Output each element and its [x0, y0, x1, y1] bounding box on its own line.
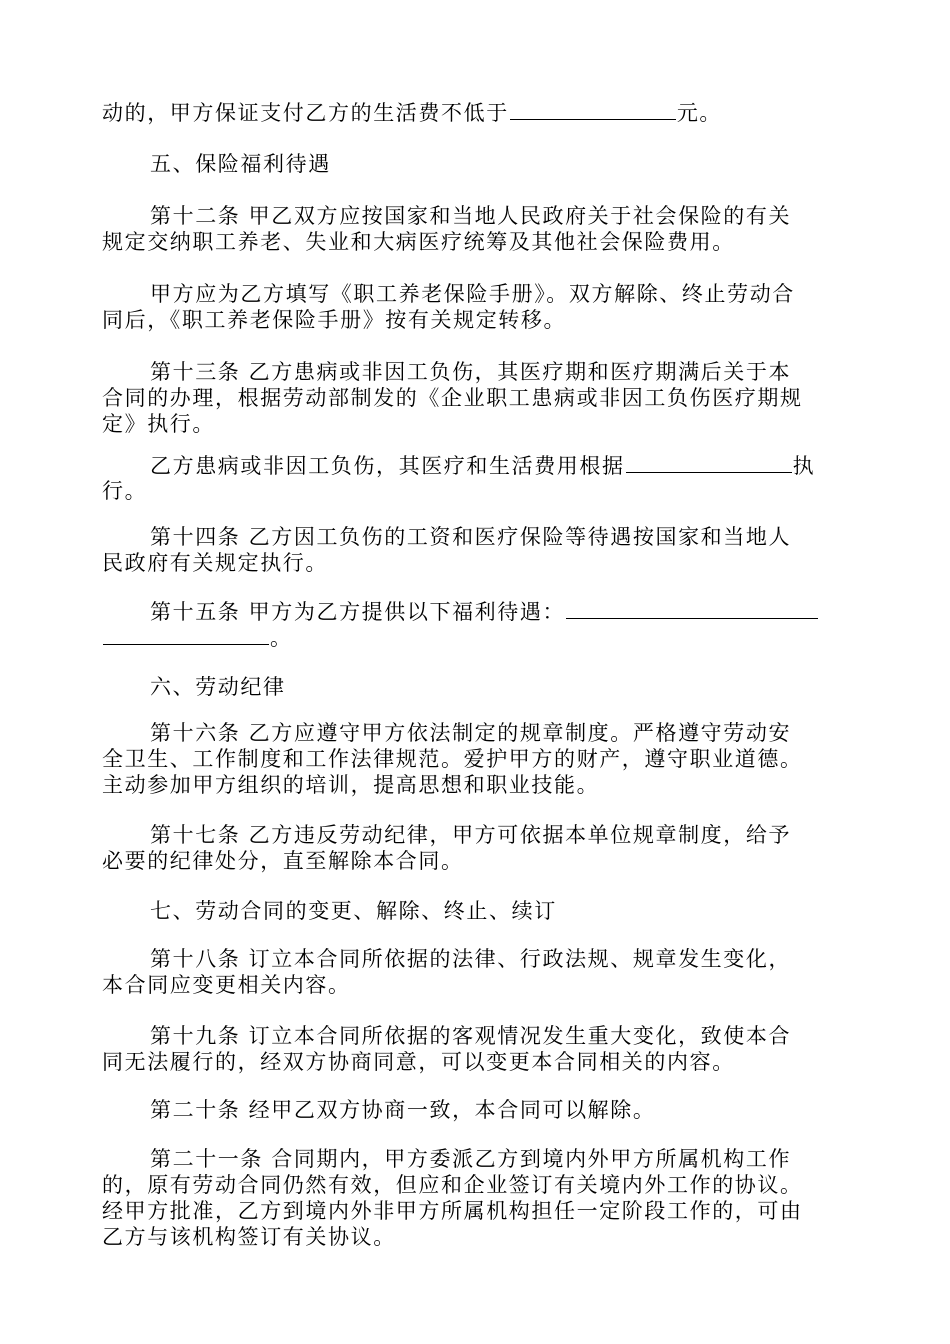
paragraph-living-allowance [102, 99, 852, 125]
fill-in-blank[interactable] [103, 624, 269, 645]
paragraph-pension-handbook: 甲方应为乙方填写《职工养老保险手册》。双方解除、终止劳动合 同后，《职工养老保险手册》按有关规定转移。 [102, 282, 795, 332]
paragraph-medical-costs: 乙方患病或非因工负伤，其医疗和生活费用根据 执 行。 [102, 452, 852, 504]
section-heading-discipline: 六、劳动纪律 [150, 675, 286, 699]
article-16: 第十六条 乙方应遵守甲方依法制定的规章制度。严格遵守劳动安 全卫生、工作制度和工作法律规范。爱护甲方的财产，遵守职业道德。 主动参加甲方组织的培训，提高思想和职业技能。 [102, 721, 803, 797]
section-heading-contract-changes: 七、劳动合同的变更、解除、终止、续订 [150, 899, 557, 923]
fill-in-blank[interactable] [566, 598, 818, 619]
article-17: 第十七条 乙方违反劳动纪律，甲方可依据本单位规章制度，给予 必要的纪律处分，直至解除本合同。 [102, 823, 792, 873]
article-15 [102, 598, 852, 650]
text-line: 乙方患病或非因工负伤，其医疗和生活费用根据 执 [150, 454, 816, 478]
article-19: 第十九条 订立本合同所依据的客观情况发生重大变化，致使本合 同无法履行的，经双方协商同意，可以变更本合同相关的内容。 [102, 1024, 792, 1074]
text-line: 动的，甲方保证支付乙方的生活费不低于 元。 [102, 101, 723, 125]
article-21: 第二十一条 合同期内，甲方委派乙方到境内外甲方所属机构工作 的，原有劳动合同仍然有效，但应和企业签订有关境内外工作的协议。 经甲方批准，乙方到境内外非甲方所属机构担任一定阶段工作的，可由 乙方与该机构签订有关协议。 [102, 1147, 803, 1249]
article-13: 第十三条 乙方患病或非因工负伤，其医疗期和医疗期满后关于本 合同的办理，根据劳动部制发的《企业职工患病或非因工负伤医疗期规 定》执行。 [102, 360, 803, 436]
article-20: 第二十条 经甲乙双方协商一致，本合同可以解除。 [150, 1098, 656, 1122]
fill-in-blank[interactable] [510, 99, 676, 120]
article-18: 第十八条 订立本合同所依据的法律、行政法规、规章发生变化， 本合同应变更相关内容。 [102, 947, 792, 997]
text-line: 第十五条 甲方为乙方提供以下福利待遇： [102, 598, 852, 624]
text-line: 。 [102, 624, 852, 650]
section-heading-insurance: 五、保险福利待遇 [150, 152, 331, 176]
fill-in-blank[interactable] [626, 452, 792, 473]
article-12: 第十二条 甲乙双方应按国家和当地人民政府关于社会保险的有关 规定交纳职工养老、失业和大病医疗统筹及其他社会保险费用。 [102, 204, 792, 254]
article-14: 第十四条 乙方因工负伤的工资和医疗保险等待遇按国家和当地人 民政府有关规定执行。 [102, 525, 792, 575]
